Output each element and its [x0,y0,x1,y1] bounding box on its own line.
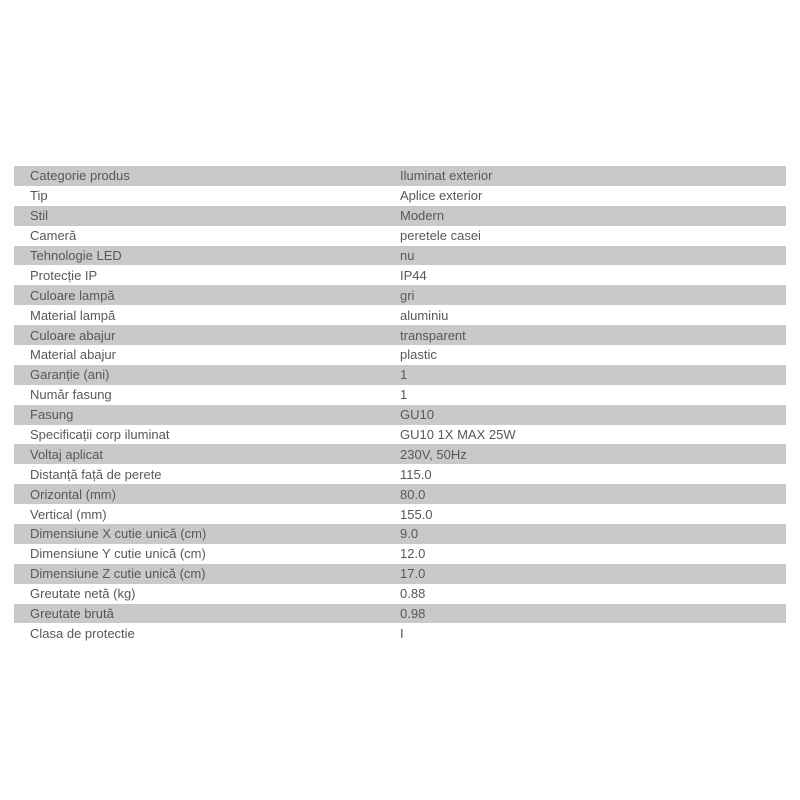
spec-value: 80.0 [400,486,426,502]
spec-value: I [400,625,404,641]
spec-label: Dimensiune Z cutie unică (cm) [30,566,206,582]
table-row [14,623,786,643]
table-row [14,246,786,266]
table-row [14,524,786,544]
spec-label: Material lampă [30,307,116,323]
spec-value: 17.0 [400,566,426,582]
table-row [14,325,786,345]
spec-label: Material abajur [30,347,116,363]
spec-label: Garanție (ani) [30,367,110,383]
table-row [14,385,786,405]
spec-value: 0.98 [400,606,426,622]
table-row [14,604,786,624]
table-row [14,206,786,226]
table-row [14,166,786,186]
table-row [14,484,786,504]
table-row [14,504,786,524]
spec-value: 12.0 [400,546,426,562]
spec-value: 115.0 [400,466,432,482]
table-row [14,464,786,484]
table-row [14,544,786,564]
spec-label: Număr fasung [30,387,112,403]
table-row [14,285,786,305]
spec-value: 9.0 [400,526,419,542]
spec-value: Iluminat exterior [400,168,493,184]
table-row [14,345,786,365]
spec-label: Tip [30,188,48,204]
table-row [14,405,786,425]
spec-value: nu [400,248,415,263]
spec-value: plastic [400,347,437,363]
spec-value: Aplice exterior [400,188,483,204]
spec-label: Cameră [30,228,77,244]
spec-label: Greutate brută [30,606,114,622]
table-row [14,425,786,445]
spec-label: Protecție IP [30,267,98,283]
spec-value: Modern [400,208,445,224]
table-row [14,186,786,206]
spec-value: GU10 [400,407,434,423]
spec-value: GU10 1X MAX 25W [400,427,516,443]
spec-label: Fasung [30,407,74,423]
spec-label: Distanță față de perete [30,466,162,482]
table-row [14,584,786,604]
table-row [14,365,786,385]
spec-label: Stil [30,208,49,224]
spec-value: 1 [400,387,408,403]
spec-label: Tehnologie LED [30,248,122,263]
spec-label: Culoare abajur [30,327,116,343]
spec-label: Dimensiune X cutie unică (cm) [30,526,207,542]
spec-value: 0.88 [400,586,426,602]
spec-label: Vertical (mm) [30,506,107,522]
spec-value: gri [400,287,415,303]
product-spec-table [14,166,786,643]
spec-value: 155.0 [400,506,433,522]
table-row [14,444,786,464]
spec-value: IP44 [400,267,427,283]
spec-value: transparent [400,327,466,343]
spec-label: Dimensiune Y cutie unică (cm) [30,546,206,562]
spec-value: peretele casei [400,228,481,244]
table-row [14,226,786,246]
table-row [14,564,786,584]
spec-value: aluminiu [400,307,449,323]
spec-label: Voltaj aplicat [30,446,103,462]
spec-label: Clasa de protectie [30,625,135,641]
spec-value: 230V, 50Hz [400,446,467,462]
spec-label: Specificații corp iluminat [30,427,170,443]
spec-label: Greutate netă (kg) [30,586,136,602]
table-row [14,265,786,285]
spec-label: Categorie produs [30,168,130,184]
spec-value: 1 [400,367,408,383]
spec-label: Orizontal (mm) [30,486,116,502]
table-row [14,305,786,325]
spec-label: Culoare lampă [30,287,115,303]
